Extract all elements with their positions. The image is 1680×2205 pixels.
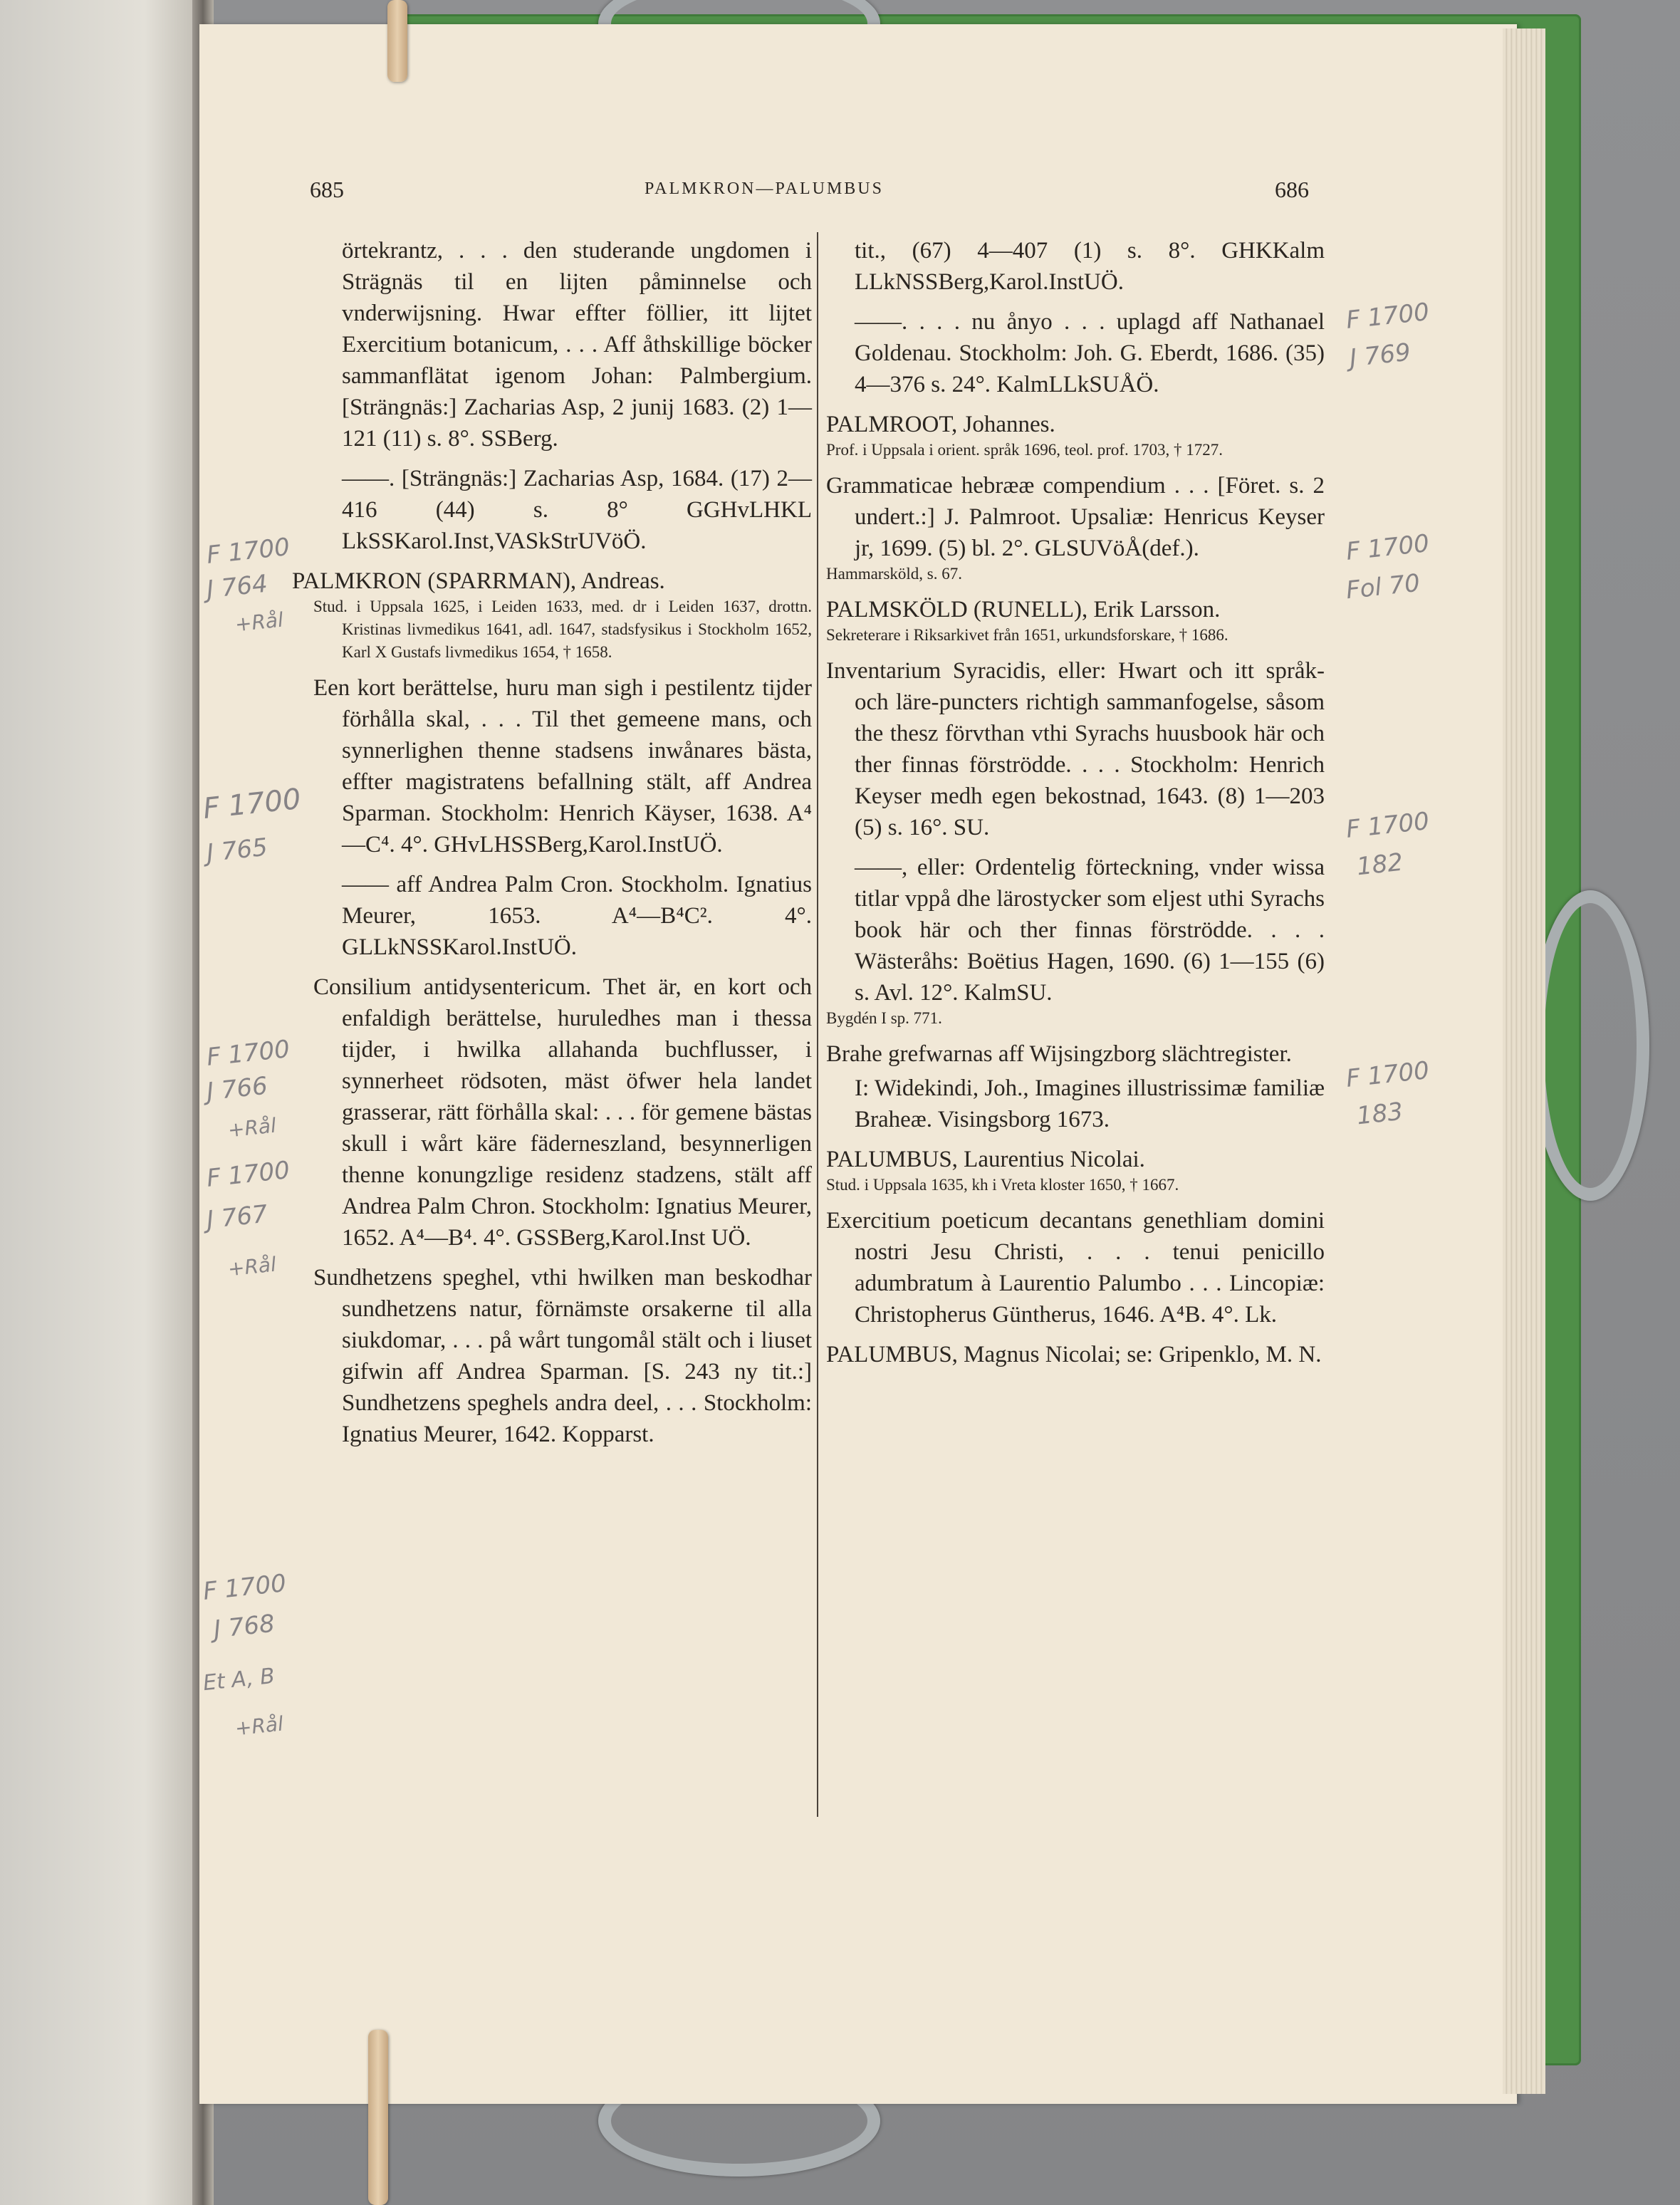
page-edges <box>1503 28 1545 2094</box>
handwritten-shelfmark: J 769 <box>1348 338 1412 373</box>
page-number-left: 685 <box>310 177 344 202</box>
entry-text: Brahe grefwarnas aff Wijsingzborg slächtregister. <box>826 1041 1292 1067</box>
handwritten-note: +Rål <box>234 608 285 637</box>
author-heading: PALUMBUS, Laurentius Nicolai. <box>826 1147 1145 1172</box>
handwritten-shelfmark: F 1700 <box>1345 1055 1431 1094</box>
entry-text: Grammaticae hebrææ compendium . . . [Föret. s. 2 undert.:] J. Palmroot. Upsaliæ: Henricus Keyser jr, 1699. (5) bl. 2°. GLSUVöÅ(def.). <box>826 473 1325 561</box>
handwritten-note: +Rål <box>234 1711 285 1741</box>
author-note: Stud. i Uppsala 1625, i Leiden 1633, med. dr i Leiden 1637, drottn. Kristinas livmedikus 1641, adl. 1647, stadsfysikus i Stockholm 1652, Karl X Gustafs livmedikus 1654, † 1658. <box>313 598 812 661</box>
author-heading: PALUMBUS, Magnus Nicolai; se: Gripenklo, M. N. <box>826 1342 1322 1367</box>
left-column <box>292 235 812 1459</box>
entry-text: tit., (67) 4—407 (1) s. 8°. GHKKalm LLkNSSBerg,Karol.InstUÖ. <box>855 238 1325 295</box>
entry-text: Een kort berättelse, huru man sigh i pestilentz tijder förhålla skal, . . . Til thet gemeene mans, och synnerlighen thenne stadsens inwånares bästa, effter magistratens befallning stält, aff Andrea Sparman. Stockholm: Henrich Käyser, 1638. A⁴—C⁴. 4°. GHvLHSSBerg,Karol.InstUÖ. <box>313 675 812 858</box>
reference-note: Bygdén I sp. 771. <box>826 1009 942 1027</box>
entry-text: ——. [Strängnäs:] Zacharias Asp, 1684. (17) 2—416 (44) s. 8° GGHvLHKL LkSSKarol.Inst,VASkStrUVöÖ. <box>342 466 812 554</box>
entry-text: Exercitium poeticum decantans genethliam domini nostri Jesu Christi, . . . tenui penicillo adumbratum à Laurentio Palumbo . . . Lincopiæ: Christopherus Güntherus, 1646. A⁴B. 4°. Lk. <box>826 1208 1325 1328</box>
entry-text: Sundhetzens speghel, vthi hwilken man beskodhar sundhetzens natur, förnämste orsakerne til alla siukdomar, . . . på wårt tungomål stält och i liuset gifwin aff Andrea Sparman. [S. 243 ny tit.:] Sundhetzens speghels andra deel, . . . Stockholm: Ignatius Meurer, 1642. Kopparst. <box>313 1265 812 1447</box>
entry-text: ——, eller: Ordentelig förteckning, vnder wissa titlar vppå dhe lärostycker som eljest uthi Syrachs book här och ther finnas förströdde. . . . Wästeråhs: Boëtius Hagen, 1690. (6) 1—155 (6) s. Avl. 12°. KalmSU. <box>855 855 1325 1006</box>
column-divider <box>817 232 818 1817</box>
author-note: Prof. i Uppsala i orient. språk 1696, teol. prof. 1703, † 1727. <box>826 441 1224 459</box>
handwritten-shelfmark: F 1700 <box>1345 297 1431 335</box>
author-note: Sekreterare i Riksarkivet från 1651, urkundsforskare, † 1686. <box>826 626 1228 644</box>
author-heading: PALMROOT, Johannes. <box>826 412 1055 437</box>
entry-text: örtekrantz, . . . den studerande ungdomen i Strägnäs til en lijten påminnelse och vnderwijsning. Hwar effter föllier, itt lijtet Exercitium botanicum, . . . Aff åthskillige böcker sammanflätat igenom Johan: Palmbergium. [Strängnäs:] Zacharias Asp, 2 junij 1683. (2) 1—121 (11) s. 8°. SSBerg. <box>342 238 812 452</box>
bookmark-stick-top <box>387 0 407 82</box>
handwritten-shelfmark: 182 <box>1355 848 1404 882</box>
handwritten-note: Et A, B <box>202 1663 276 1696</box>
handwritten-shelfmark: F 1700 <box>205 1155 291 1194</box>
handwritten-shelfmark: J 764 <box>205 569 269 605</box>
handwritten-shelfmark: Fol 70 <box>1345 568 1421 605</box>
left-page-edge <box>0 0 207 2205</box>
entry-text: Consilium antidysentericum. Thet är, en kort och enfaldigh berättelse, huruledhes man i thessa tijder, i hwilka allahanda buchflusser, i synnerheet rödsoten, mäst öfwer hela landet grasserar, rätt förhålla skal: . . . för gemene bästas skull i wårt käre fäderneszland, besynnerligen thenne konungzlige residenz stadzens, stält aff Andrea Palm Chron. Stockholm: Ignatius Meurer, 1652. A⁴—B⁴. 4°. GSSBerg,Karol.Inst UÖ. <box>313 974 812 1251</box>
handwritten-shelfmark: J 766 <box>205 1071 269 1107</box>
running-title: PALMKRON—PALUMBUS <box>645 179 884 198</box>
author-heading: PALMSKÖLD (RUNELL), Erik Larsson. <box>826 597 1221 622</box>
handwritten-shelfmark: F 1700 <box>202 1568 288 1607</box>
reference-note: Hammarsköld, s. 67. <box>826 565 963 583</box>
author-note: Stud. i Uppsala 1635, kh i Vreta kloster 1650, † 1667. <box>826 1176 1179 1194</box>
handwritten-note: +Rål <box>226 1252 278 1281</box>
bookmark-stick-bottom <box>368 2030 388 2205</box>
entry-text: ——. . . . nu ånyo . . . uplagd aff Nathanael Goldenau. Stockholm: Joh. G. Eberdt, 1686. (35) 4—376 s. 24°. KalmLLkSUÅÖ. <box>855 309 1325 397</box>
handwritten-shelfmark: F 1700 <box>205 1034 291 1073</box>
handwritten-shelfmark: J 767 <box>205 1199 269 1235</box>
page-number-right: 686 <box>1275 177 1309 202</box>
entry-text: I: Widekindi, Joh., Imagines illustrissimæ familiæ Braheæ. Visingsborg 1673. <box>855 1075 1325 1132</box>
binding-ring-side <box>1531 890 1649 1201</box>
handwritten-shelfmark: J 768 <box>212 1609 276 1644</box>
author-heading: PALMKRON (SPARRMAN), Andreas. <box>292 568 665 594</box>
entry-text: —— aff Andrea Palm Cron. Stockholm. Ignatius Meurer, 1653. A⁴—B⁴C². 4°. GLLkNSSKarol.InstUÖ. <box>342 872 812 960</box>
handwritten-shelfmark: 183 <box>1355 1097 1404 1131</box>
handwritten-shelfmark: F 1700 <box>201 782 303 826</box>
page-header <box>0 177 1680 205</box>
right-column <box>826 235 1325 1379</box>
handwritten-shelfmark: F 1700 <box>205 532 291 570</box>
entry-text: Inventarium Syracidis, eller: Hwart och itt språk- och läre-puncters richtigh sammanfogelse, såsom the thesz förvthan vthi Syrachs huusbook här och ther finnas förströdde. . . . Stockholm: Henrich Keyser medh egen bekostnad, 1643. (8) 1—203 (5) s. 16°. SU. <box>826 658 1325 840</box>
handwritten-shelfmark: F 1700 <box>1345 528 1431 567</box>
handwritten-shelfmark: F 1700 <box>1345 806 1431 845</box>
handwritten-shelfmark: J 765 <box>205 833 269 868</box>
handwritten-note: +Rål <box>226 1113 278 1142</box>
